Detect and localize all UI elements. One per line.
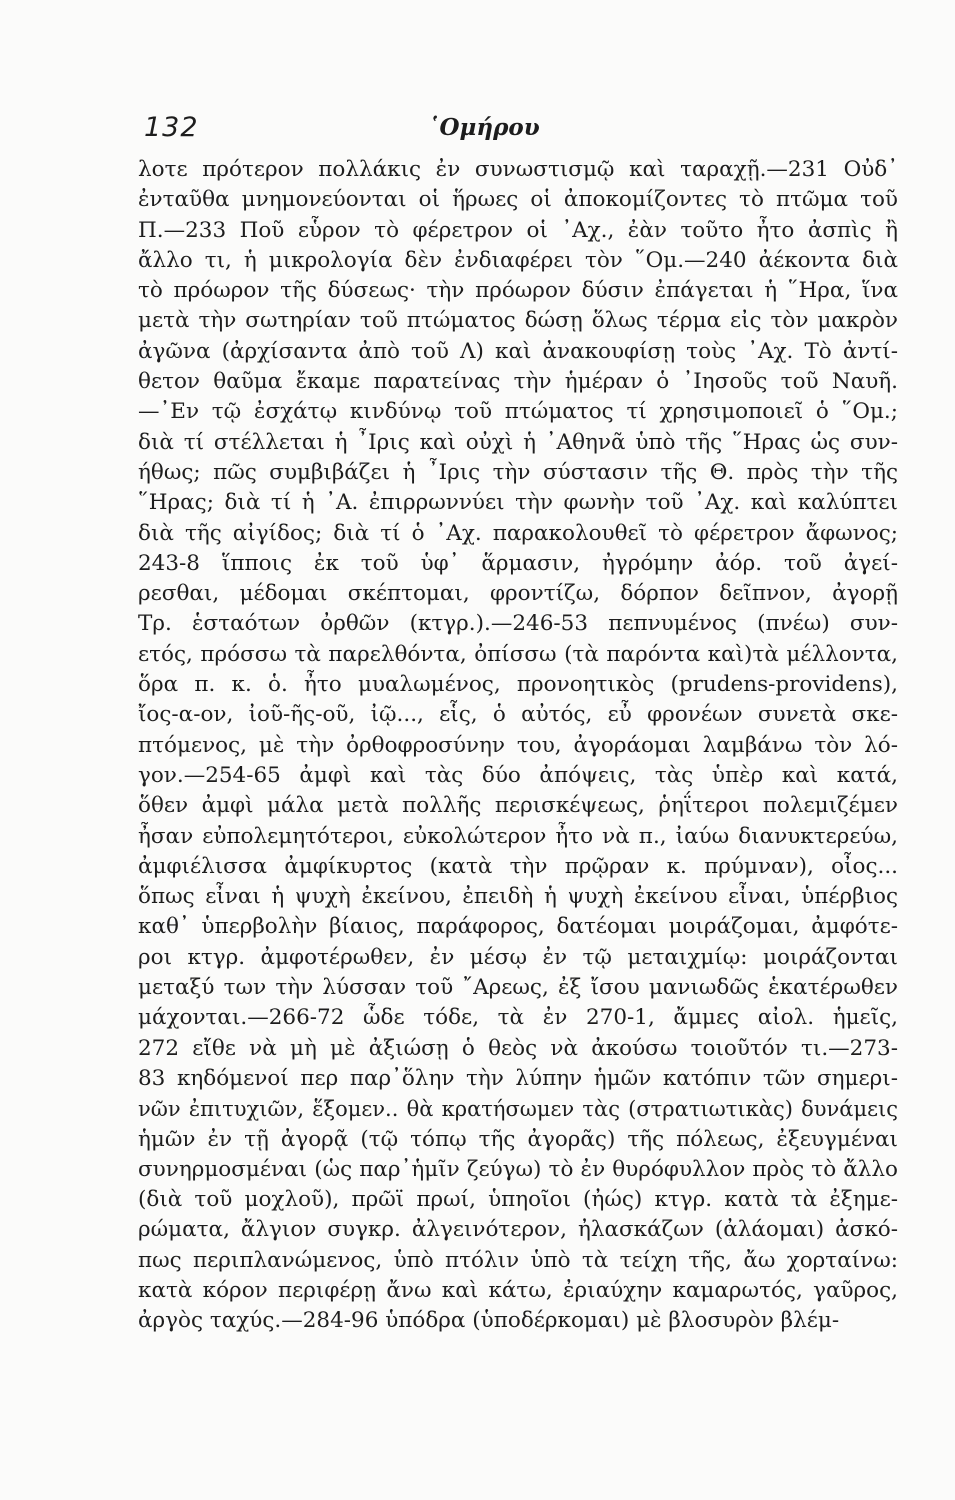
text-line: 272 εἴθε νὰ μὴ μὲ ἀξιώσῃ ὁ θεὸς νὰ ἀκούσω τοιοῦτόν τι.—273- — [138, 1035, 898, 1061]
text-line: ῞Ηρας; διὰ τί ἡ ᾿Α. ἐπιρρωννύει τὴν φωνὴν τοῦ ᾿Αχ. καὶ καλύπτει — [138, 490, 898, 516]
text-line: (διὰ τοῦ μοχλοῦ), πρῶϊ πρωί, ὑπηοῖοι (ἠώς) κτγρ. κατὰ τὰ ἐξημε- — [138, 1187, 898, 1213]
text-line: ἴος-α-ον, ἰοῦ-ῆς-οῦ, ἰῷ..., εἷς, ὁ αὐτός, εὖ φρονέων συνετὰ σκε- — [138, 702, 898, 728]
text-line: κατὰ κόρον περιφέρῃ ἄνω καὶ κάτω, ἐριαύχην καμαρωτός, γαῦρος, — [138, 1277, 898, 1303]
text-line: ἀργὸς ταχύς.—284-96 ὑπόδρα (ὑποδέρκομαι) μὲ βλοσυρὸν βλέμ- — [138, 1308, 840, 1334]
text-line: ετός, πρόσσω τὰ παρελθόντα, ὀπίσσω (τὰ παρόντα καὶ)τὰ μέλλοντα, — [138, 641, 898, 667]
commentary-text — [138, 155, 898, 1337]
text-line: μετὰ τὴν σωτηρίαν τοῦ πτώματος δώσῃ ὅλως τέρμα εἰς τὸν μακρὸν — [138, 308, 898, 334]
text-line: ὅθεν ἀμφὶ μάλα μετὰ πολλῆς περισκέψεως, ῥηΐτεροι πολεμιζέμεν — [138, 793, 898, 819]
text-line: ήθως; πῶς συμβιβάζει ἡ ῏Ιρις τὴν σύστασιν τῆς Θ. πρὸς τὴν τῆς — [138, 459, 898, 485]
text-line: τὸ πρόωρον τῆς δύσεως· τὴν πρόωρον δύσιν ἐπάγεται ἡ ῞Ηρα, ἵνα — [138, 278, 898, 304]
text-line: ἐνταῦθα μνημονεύονται οἱ ἥρωες οἱ ἀποκομίζοντες τὸ πτῶμα τοῦ — [138, 187, 898, 213]
text-line: θετον θαῦμα ἔκαμε παρατείνας τὴν ἡμέραν ὁ ᾿Ιησοῦς τοῦ Ναυῆ. — [138, 369, 898, 395]
text-line: ἀγῶνα (ἀρχίσαντα ἀπὸ τοῦ Λ) καὶ ἀνακουφίσῃ τοὺς ᾿Αχ. Τὸ ἀντί- — [138, 338, 898, 364]
text-line: ὅπως εἶναι ἡ ψυχὴ ἐκείνου, ἐπειδὴ ἡ ψυχὴ ἐκείνου εἶναι, ὑπέρβιος — [138, 884, 898, 910]
text-line: 243-8 ἵπποις ἐκ τοῦ ὑφ᾽ ἅρμασιν, ἠγρόμην ἀόρ. τοῦ ἀγεί- — [138, 550, 898, 576]
text-line: ροι κτγρ. ἀμφοτέρωθεν, ἐν μέσῳ ἐν τῷ μεταιχμίῳ: μοιράζονται — [138, 944, 898, 970]
text-line: Π.—233 Ποῦ εὗρον τὸ φέρετρον οἱ ᾿Αχ., ἐὰν τοῦτο ἦτο ἀσπὶς ἢ — [138, 217, 898, 243]
text-line: συνηρμοσμέναι (ὡς παρ᾽ἡμῖν ζεύγω) τὸ ἐν θυρόφυλλον πρὸς τὸ ἄλλο — [138, 1156, 898, 1182]
text-line: ἦσαν εὐπολεμητότεροι, εὐκολώτερον ἦτο νὰ π., ἰαύω διανυκτερεύω, — [138, 823, 898, 849]
text-line: ρώματα, ἄλγιον συγκρ. ἀλγεινότερον, ἠλασκάζων (ἀλάομαι) ἀσκό- — [138, 1217, 898, 1243]
text-line: ἡμῶν ἐν τῇ ἀγορᾷ (τῷ τόπῳ τῆς ἀγορᾶς) τῆς πόλεως, ἐξευγμέναι — [138, 1126, 898, 1152]
text-line: ἀμφιέλισσα ἀμφίκυρτος (κατὰ τὴν πρῷραν κ. πρύμναν), οἶος... — [138, 853, 898, 879]
text-line: μάχονται.—266-72 ὧδε τόδε, τὰ ἐν 270-1, ἄμμες αἰολ. ἡμεῖς, — [138, 1005, 898, 1031]
text-line: διὰ τί στέλλεται ἡ ῏Ιρις καὶ οὐχὶ ἡ ᾿Αθηνᾶ ὑπὸ τῆς ῞Ηρας ὡς συν- — [138, 429, 898, 455]
page-number: 132 — [144, 112, 199, 143]
text-line: ὅρα π. κ. ὁ. ἦτο μυαλωμένος, προνοητικὸς (prudens-providens), — [138, 672, 898, 698]
text-line: ρεσθαι, μέδομαι σκέπτομαι, φροντίζω, δόρπον δεῖπνον, ἀγορῇ — [138, 581, 898, 607]
text-line: πως περιπλανώμενος, ὑπὸ πτόλιν ὑπὸ τὰ τείχη τῆς, ἄω χορταίνω: — [138, 1247, 898, 1273]
text-line: καθ᾽ ὑπερβολὴν βίαιος, παράφορος, δατέομαι μοιράζομαι, ἀμφότε- — [138, 914, 898, 940]
running-head: ῾Ομήρου — [428, 114, 540, 141]
text-line: μεταξύ των τὴν λύσσαν τοῦ ῎Αρεως, ἐξ ἴσου μανιωδῶς ἑκατέρωθεν — [138, 975, 898, 1001]
text-line: πτόμενος, μὲ τὴν ὀρθοφροσύνην του, ἀγοράομαι λαμβάνω τὸν λό- — [138, 732, 898, 758]
page-header — [138, 112, 898, 152]
text-line: 83 κηδόμενοί περ παρ᾽ὅλην τὴν λύπην ἡμῶν κατόπιν τῶν σημερι- — [138, 1065, 898, 1091]
text-line: λοτε πρότερον πολλάκις ἐν συνωστισμῷ καὶ ταραχῇ.—231 Οὐδ᾽ — [138, 157, 898, 182]
text-line: Τρ. ἑσταότων ὀρθῶν (κτγρ.).—246-53 πεπνυμένος (πνέω) συν- — [138, 611, 898, 637]
text-line: διὰ τῆς αἰγίδος; διὰ τί ὁ ᾿Αχ. παρακολουθεῖ τὸ φέρετρον ἄφωνος; — [138, 520, 898, 546]
text-line: ἄλλο τι, ἡ μικρολογία δὲν ἐνδιαφέρει τὸν ῞Ομ.—240 ἀέκοντα διὰ — [138, 247, 898, 273]
text-line: γον.—254-65 ἀμφὶ καὶ τὰς δύο ἀπόψεις, τὰς ὑπὲρ καὶ κατά, — [138, 762, 898, 788]
text-line: νῶν ἐπιτυχιῶν, ἕξομεν.. θὰ κρατήσωμεν τὰς (στρατιωτικὰς) δυνάμεις — [138, 1097, 898, 1122]
text-line: —᾿Εν τῷ ἐσχάτῳ κινδύνῳ τοῦ πτώματος τί χρησιμοποιεῖ ὁ ῞Ομ.; — [138, 399, 898, 425]
